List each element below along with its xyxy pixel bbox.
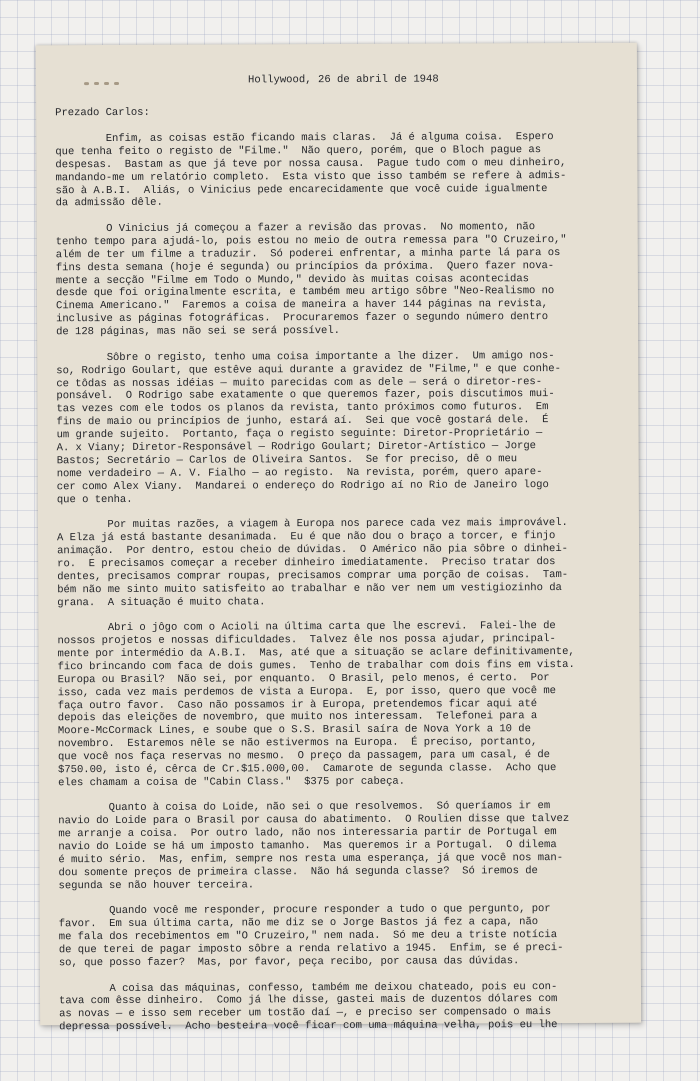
text-line: que tenha feito o registo de "Filme." Não quero, porém, que o Bloch pague as bbox=[55, 143, 542, 159]
text-line: despesas. Bastam as que já teve por nossa causa. Pague tudo com o meu dinheiro, bbox=[55, 156, 567, 171]
text-line: favor. Em sua última carta, não me diz se o Jorge Bastos já fez a capa, não bbox=[58, 916, 539, 931]
text-line: um grande sujeito. Portanto, faça o registo seguinte: Diretor-Proprietário — bbox=[56, 427, 543, 442]
text-line: animação. Por dentro, estou cheio de dúvidas. O Américo não pia sôbre o dinhei- bbox=[57, 542, 568, 558]
paragraph bbox=[59, 980, 631, 1034]
text-line: Sôbre o registo, tenho uma coisa importante a lhe dizer. Um amigo nos- bbox=[56, 349, 555, 364]
text-line: de que terei de pagar imposto sôbre a renda relativo a 1945. Enfim, se é preci- bbox=[58, 942, 564, 957]
text-line: ponsável. O Rodrigo sabe exatamente o que queremos fazer, pois discutimos mui- bbox=[56, 388, 555, 403]
text-line: depois das eleições de novembro, que muito nos interessam. Telefonei para a bbox=[57, 710, 538, 725]
text-line: Moore-McCormack Lines, e soube que o S.S. Brasil saíra de Nova York a 10 de bbox=[57, 723, 531, 738]
text-line: Europa ou Brasil? Não sei, por enquanto. O Brasil, pelo menos, é certo. Por bbox=[57, 671, 550, 686]
paragraph bbox=[59, 903, 631, 970]
text-line: que o tenha. bbox=[56, 493, 133, 506]
text-line: Abri o jôgo com o Acioli na última carta que lhe escrevi. Falei-lhe de bbox=[57, 620, 556, 635]
text-line: dou somente preços de primeira classe. Não há segunda classe? Só iremos de bbox=[58, 865, 538, 880]
text-line: fins de maio ou princípios de junho, estará aí. Sei que você gostará dele. É bbox=[56, 414, 549, 429]
text-line: é muito sério. Mas, enfim, sempre nos resta uma esperança, já que você nos man- bbox=[58, 852, 564, 867]
text-line: $750.00, isto é, cêrca de Cr.$15.000,00. Camarote de segunda classe. Acho que bbox=[58, 762, 557, 777]
text-line: so, Rodrigo Goulart, que estêve aqui durante a gravidez de "Filme," e que conhe- bbox=[56, 362, 561, 377]
text-line: Enfim, as coisas estão ficando mais claras. Já é alguma coisa. Espero bbox=[55, 130, 554, 146]
text-line: A coisa das máquinas, confesso, também me deixou chateado, pois eu con- bbox=[58, 980, 558, 995]
salutation: Prezado Carlos: bbox=[55, 106, 150, 120]
text-line: Bastos; Secretário — Carlos de Oliveira Santos. Se for preciso, dê o meu bbox=[56, 453, 518, 468]
text-line: Quanto à coisa do Loide, não sei o que resolvemos. Só queríamos ir em bbox=[58, 800, 551, 815]
text-line: dentes, precisamos comprar roupas, precisamos comprar uma porção de coisas. Tam- bbox=[57, 568, 569, 584]
text-line: que você nos faça reservas no mesmo. O preço da passagem, para um casal, é de bbox=[57, 749, 550, 764]
text-line: Cinema Americano." Faremos a coisa de maneira a haver 144 páginas na revista, bbox=[55, 298, 549, 313]
text-line: tava com êsse dinheiro. Como já lhe disse, gastei mais de duzentos dólares com bbox=[59, 993, 558, 1008]
text-line: são à A.B.I. Aliás, o Vinicius pede encarecidamente que você cuide igualmente bbox=[55, 182, 548, 197]
text-line: mandando-me um relatório completo. Esta visto que isso também se refere à admis- bbox=[55, 169, 567, 184]
paragraph bbox=[56, 349, 629, 506]
text-line: A Elza já está bastante desanimada. Eu é que não dou o braço a torcer, e finjo bbox=[56, 530, 556, 545]
text-line: me arranje a coisa. Por outro lado, não nos interessaria partir de Portugal em bbox=[58, 826, 557, 841]
text-line: faça outro favor. Caso não possamos ir à Europa, pretendemos ficar aqui até bbox=[57, 697, 538, 712]
text-line: mente por intermédio da A.B.I. Mas, até que a situação se aclare definitivamente, bbox=[57, 645, 575, 661]
text-line: inclusive as páginas fotográficas. Procuraremos fazer o segundo número dentro bbox=[56, 311, 549, 326]
text-line: tas vezes com ele todos os planos da revista, tanto próximos como futuros. Em bbox=[56, 401, 549, 416]
text-line: isso, cada vez mais perdemos de vista a Europa. E, por isso, quero que você me bbox=[57, 684, 556, 699]
text-line: desde que foi originalmente escrita, e também meu artigo sôbre "Neo-Realismo no bbox=[55, 285, 555, 300]
text-line: novembro. Estaremos nêle se não estivermos na Europa. É preciso, portanto, bbox=[57, 736, 538, 751]
text-line: navio do Loide se há um imposto tamanho. Mas queremos ir a Portugal. O dilema bbox=[58, 839, 557, 854]
text-line: eles chamam a coisa de "Cabin Class." $375 por cabeça. bbox=[58, 775, 406, 790]
text-line: nossos projetos e nossas dificuldades. Talvez êle nos possa ajudar, principal- bbox=[57, 633, 556, 648]
text-line: grana. A situação é muito chata. bbox=[57, 595, 266, 609]
text-line: tenho tempo para ajudá-lo, pois estou no meio de outra remessa para "O Cruzeiro," bbox=[55, 233, 567, 249]
letter-sheet bbox=[36, 43, 641, 1034]
text-line: segunda se não houver terceira. bbox=[58, 879, 255, 893]
text-line: nome verdadeiro — A. V. Fialho — ao registo. Na revista, porém, quero apare- bbox=[56, 465, 543, 481]
date-line: Hollywood, 26 de abril de 1948 bbox=[247, 73, 439, 87]
text-line: navio do Loide para o Brasil por causa do abatimento. O Roulien disse que talvez bbox=[58, 813, 570, 828]
text-line: além de ter um filme a traduzir. Só poderei enfrentar, a minha parte lá para os bbox=[55, 246, 561, 261]
text-line: bém não me sinto muito satisfeito ao trabalhar e não ver nem um vestigiozinho da bbox=[57, 581, 562, 596]
punch-marks bbox=[84, 72, 124, 90]
text-line: O Vinicius já começou a fazer a revisão das provas. No momento, não bbox=[55, 221, 536, 236]
paragraph bbox=[56, 221, 629, 340]
text-line: de 128 páginas, mas não sei se será possível. bbox=[56, 325, 340, 339]
paragraph bbox=[57, 620, 630, 790]
text-line: da admissão dêle. bbox=[55, 197, 163, 210]
paragraphs bbox=[55, 131, 631, 1035]
text-line: ce tôdas as nossas idéias — muito parecidas com as dele — será o diretor-res- bbox=[56, 375, 543, 390]
text-line: cer como Alex Viany. Mandarei o endereço do Rodrigo aí no Rio de Janeiro logo bbox=[56, 478, 549, 493]
text-line: ro. E precisamos começar a receber dinheiro imediatamente. Preciso tratar dos bbox=[57, 555, 556, 571]
text-line: as novas — e isso sem receber um tostão daí —, e preciso ser compensado o mais bbox=[59, 1006, 552, 1021]
text-line: fins desta semana (hoje é segunda) ou princípios da próxima. Quero fazer nova- bbox=[55, 259, 555, 274]
text-line: fico brincando com faca de dois gumes. Tenho de trabalhar com dois fins em vista. bbox=[57, 658, 575, 674]
paragraph bbox=[58, 800, 630, 893]
text-line: Por muitas razões, a viagem à Europa nos parece cada vez mais improvável. bbox=[56, 517, 568, 532]
text-line: me fala dos recebimentos em "O Cruzeiro," nem nada. Só me deu a triste notícia bbox=[58, 929, 558, 944]
text-line: so, que posso fazer? Mas, por favor, peça recibo, por causa das dúvidas. bbox=[58, 955, 520, 970]
text-line: A. x Viany; Diretor-Responsável — Rodrigo Goulart; Diretor-Artístico — Jorge bbox=[56, 440, 537, 455]
text-line: mente a secção "Filme em Todo o Mundo," devido às muitas coisas acontecidas bbox=[55, 272, 529, 287]
text-line: Quando você me responder, procure responder a tudo o que pergunto, por bbox=[58, 903, 551, 918]
paragraph bbox=[57, 517, 629, 610]
paragraph bbox=[55, 131, 627, 211]
text-line: depressa possível. Acho besteira você ficar com uma máquina velha, pois eu lhe bbox=[59, 1019, 558, 1034]
letter-body bbox=[55, 105, 631, 1047]
